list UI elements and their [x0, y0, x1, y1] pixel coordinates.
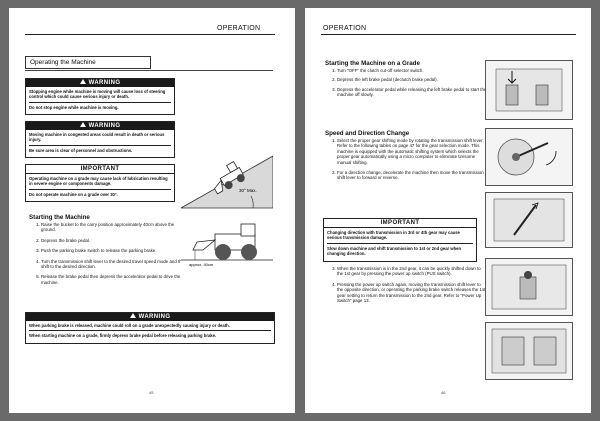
warning-text: When starting machine on a grade, firmly depress brake pedal before releasing parking brake.: [29, 330, 271, 338]
list-item: 4. Turn the transmission shift lever to the desired travel speed mode and then shift to the desired direction.: [41, 259, 189, 270]
carry-position-figure: [181, 220, 273, 268]
slope-figure: [181, 148, 273, 210]
speed-steps: [325, 138, 487, 186]
page-header: OPERATION: [323, 25, 367, 32]
right-page: [305, 8, 591, 413]
left-page: [9, 8, 295, 413]
section-rule: [25, 70, 273, 71]
list-item: 3. Push the parking brake switch to release the parking brake.: [41, 248, 189, 253]
warning-box-engine: [25, 78, 175, 115]
important-text: Do not operate machine on a grade over 30°.: [29, 189, 171, 197]
list-item: 4. Pressing the power up switch again, moving the transmission shift lever to the opposite direction, or operating the parking brake switch releases the 1st gear setting to return the transmission to the 2nd gear. Refer to "Power Up Switch" page 13.: [337, 282, 487, 304]
slope-label: 30° Max.: [239, 188, 257, 193]
warning-box-congested: [25, 121, 175, 158]
warning-text: Moving machine in congested areas could result in death or serious injury.: [29, 132, 165, 143]
carry-label: approx. 40cm: [189, 262, 214, 267]
important-text: Changing direction with transmission in 3rd or 4th gear may cause serious transmission damage.: [327, 230, 460, 241]
warning-text: Stopping engine while machine is moving will cause loss of steering control which could cause serious injury or death.: [29, 89, 166, 100]
subsection-title-grade: Starting the Machine on a Grade: [325, 60, 420, 67]
section-title: Operating the Machine: [25, 56, 151, 69]
warning-triangle-icon: [130, 313, 136, 318]
important-box-grade: [25, 164, 175, 202]
list-item: 2. Depress the brake pedal.: [41, 238, 189, 243]
warning-triangle-icon: [80, 79, 86, 84]
important-text: Operating machine on a grade may cause lack of lubrication resulting in severe engine or components damage.: [29, 176, 168, 187]
list-item: 5. Release the brake pedal then depress the accelerator pedal to drive the machine.: [41, 274, 189, 285]
list-item: 1. Select the proper gear shifting mode by rotating the transmission shift lever. Refer to the following tables on page 47 for the gear selection mode. This machine is equipped with the automatic shifting system which selects the proper gear automatically using a micro computer to eliminate tiresome manual shifting.: [337, 138, 487, 165]
warning-text: Be sure area is clear of personnel and obstructions.: [29, 145, 171, 153]
brake-pedal-figure: [485, 60, 573, 120]
header-rule: [321, 34, 576, 35]
parking-brake-figure: [485, 322, 573, 380]
list-item: 1. Raise the bucket to the carry position approximately 40cm above the ground.: [41, 222, 189, 233]
header-rule: [25, 34, 275, 35]
warning-bar: WARNING: [26, 122, 174, 130]
starting-steps: [29, 222, 189, 290]
warning-bar: WARNING: [26, 79, 174, 87]
page-number: 46: [441, 390, 446, 395]
list-item: 2. Depress the left brake pedal (declutch brake pedal).: [337, 77, 487, 82]
important-bar: IMPORTANT: [26, 165, 174, 174]
grade-steps: [325, 68, 487, 102]
list-item: 3. When the transmission is in the 2nd gear, it can be quickly shifted down to the 1st gear by pressing the power up switch (PUS switch).: [337, 266, 487, 277]
direction-lever-figure: [485, 192, 573, 248]
list-item: 2. For a direction change, decelerate the machine then move the transmission shift lever to forward or reverse.: [337, 170, 487, 181]
warning-text: When parking brake is released, machine could roll on a grade unexpectedly causing injury or death.: [29, 323, 230, 328]
page-number: 45: [149, 390, 154, 395]
list-item: 3. Depress the accelerator pedal while releasing the left brake pedal to start the machine off slowly.: [337, 87, 487, 98]
important-box-direction: [323, 218, 477, 262]
warning-triangle-icon: [80, 122, 86, 127]
page-header: OPERATION: [217, 25, 261, 32]
subsection-title-speed: Speed and Direction Change: [325, 130, 410, 137]
power-up-switch-figure: [485, 258, 573, 316]
list-item: 1. Turn "OFF" the clutch cut-off selector switch.: [337, 68, 487, 73]
warning-bar: WARNING: [26, 313, 274, 321]
important-bar: IMPORTANT: [324, 219, 476, 228]
warning-box-parking: [25, 312, 275, 344]
speed-steps-more: [325, 266, 487, 308]
shift-lever-figure: [485, 128, 573, 186]
subsection-title-starting: Starting the Machine: [29, 214, 90, 221]
warning-text: Do not stop engine while machine is moving.: [29, 102, 171, 110]
important-text: Slow down machine and shift transmission to 1st or 2nd gear when changing direction.: [327, 243, 473, 257]
